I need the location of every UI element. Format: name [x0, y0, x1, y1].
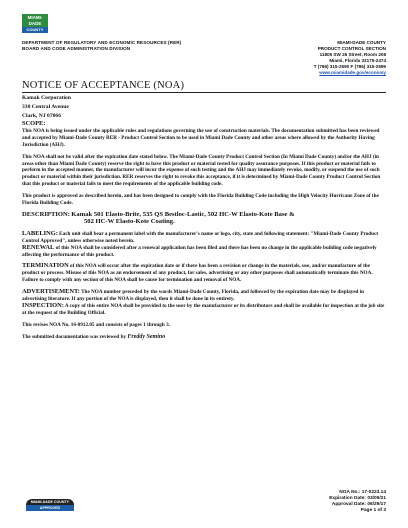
- section-name: PRODUCT CONTROL SECTION: [317, 46, 386, 51]
- inspection-heading: INSPECTION:: [22, 301, 64, 309]
- notice-body: [22, 121, 386, 346]
- review-statement: [22, 334, 386, 341]
- advertisement-heading: ADVERTISEMENT:: [22, 288, 80, 296]
- division-name: BOARD AND CODE ADMINISTRATION DIVISION: [22, 46, 131, 51]
- scope-text: This NOA is being issued under the applicable rules and regulations governing the use of construction materials. The documentation submitted has been reviewed and accepted by Miami-Dade County RER - Product Control Section to be used in Miami Dade County and other areas where allowed by the Authority Having Jurisdiction (AHJ).: [22, 127, 380, 148]
- page-number: Page 1 of 3: [360, 508, 386, 513]
- county-name: MIAMI-DADE COUNTY: [337, 40, 386, 45]
- description-section: [22, 212, 386, 226]
- page-title: NOTICE OF ACCEPTANCE (NOA): [22, 80, 185, 91]
- inspection-text: A copy of this entire NOA shall be provided to the user by the manufacturer or its distributors and shall be available for inspection at the job site at the request of the Building Official.: [22, 302, 385, 316]
- renewal-text: of this NOA shall be considered after a renewal application has been filed and there has been no change in the applicable building code negatively affecting the performance of this product.: [22, 244, 377, 258]
- labeling-section: [22, 231, 386, 259]
- labeling-text: Each unit shall bear a permanent label with the manufacturer's name or logo, city, state and following statement: "Miami-Dade County Product Control Approved", unless otherwise noted herein.: [22, 230, 379, 244]
- title-divider: [22, 92, 386, 93]
- noa-number: NOA No.: 17-0223.14: [339, 490, 386, 495]
- approval-date: Approval Date: 06/29/17: [331, 502, 386, 507]
- description-heading: DESCRIPTION:: [22, 210, 70, 218]
- review-text: The submitted documentation was reviewed by: [22, 333, 127, 340]
- logo-line-1: MIAMI-DADE: [22, 14, 48, 27]
- department-block: [22, 40, 202, 52]
- department-name: DEPARTMENT OF REGULATORY AND ECONOMIC RESOURCES (RER): [22, 40, 182, 45]
- recipient-company: Kamak Corporation: [22, 95, 71, 101]
- validity-paragraph: This NOA shall not be valid after the expiration date stated below. The Miami-Dade County Product Control Section (In Miami Dade County) and/or the AHJ (in areas other than Miami Dade County) reserve the right to have this product or material tested for quality assurance purposes. If this product or material fails to perform in the accepted manner, the manufacturer will incur the expense of such testing and the AHJ may immediately revoke, modify, or suspend the use of such product or material within their jurisdiction. RER reserves the right to revoke this acceptance, if it is determined by Miami-Dade County Product Control Section that this product or material fails to meet the requirements of the applicable building code.: [22, 153, 381, 188]
- recipient-city: Clark, NJ 07066: [22, 113, 62, 119]
- advertisement-section: [22, 289, 386, 317]
- product-control-contact: [236, 40, 386, 76]
- website-link[interactable]: www.miamidade.gov/economy: [319, 70, 386, 75]
- renewal-heading: RENEWAL: [22, 243, 55, 251]
- description-line-1: Kamak 501 Elasto-Brite, 535 QS Bestloc-Lastic, 502 HC-W Elasto-Kote Base &: [71, 210, 295, 218]
- recipient-street: 330 Central Avenue: [22, 104, 69, 110]
- description-line-2: 502 HC-W Elasto-Kote Coating.: [84, 217, 175, 225]
- seal-line-2: APPROVED: [26, 505, 74, 511]
- expiration-date: Expiration Date: 03/09/21: [329, 496, 386, 501]
- labeling-heading: LABELING:: [22, 229, 58, 237]
- reviewer-signature: Freddy Semino: [127, 333, 166, 340]
- phone-fax: T (786) 315-2590 F (786) 315-2599: [313, 64, 386, 69]
- termination-section: [22, 263, 386, 284]
- noa-footer-info: [329, 490, 386, 514]
- approval-seal-logo: [26, 499, 74, 512]
- approval-paragraph: This product is approved as described herein, and has been designed to comply with the Florida Building Code including the High Velocity Hurricane Zone of the Florida Building Code.: [22, 193, 379, 207]
- advertisement-text: The NOA number preceded by the words Miami-Dade County, Florida, and followed by the expiration date may be displayed in advertising literature. If any portion of the NOA is displayed, then it shall be done in its entirety.: [22, 289, 365, 303]
- seal-line-1: MIAMI-DADE COUNTY: [26, 499, 74, 505]
- street-address: 11805 SW 26 Street, Room 208: [319, 52, 386, 57]
- termination-heading: TERMINATION: [22, 262, 69, 270]
- termination-text: of this NOA will occur after the expiration date or if there has been a revision or change in the materials, use, and/or manufacture of the product or process. Misuse of this NOA as an endorsement of any product, for sales, advertising or any other purposes shall automatically terminate this NOA. Failure to comply with any section of this NOA shall be cause for termination and removal of NOA.: [22, 263, 373, 284]
- miami-dade-logo: [22, 14, 48, 33]
- recipient-address: [22, 94, 71, 121]
- scope-heading: SCOPE:: [22, 120, 46, 127]
- city-address: Miami, Florida 33175-2474: [329, 58, 386, 63]
- logo-line-2: COUNTY: [22, 27, 48, 33]
- scope-section: [22, 121, 386, 149]
- revises-paragraph: This revises NOA No. 16-0912.05 and consists of pages 1 through 3.: [22, 321, 170, 328]
